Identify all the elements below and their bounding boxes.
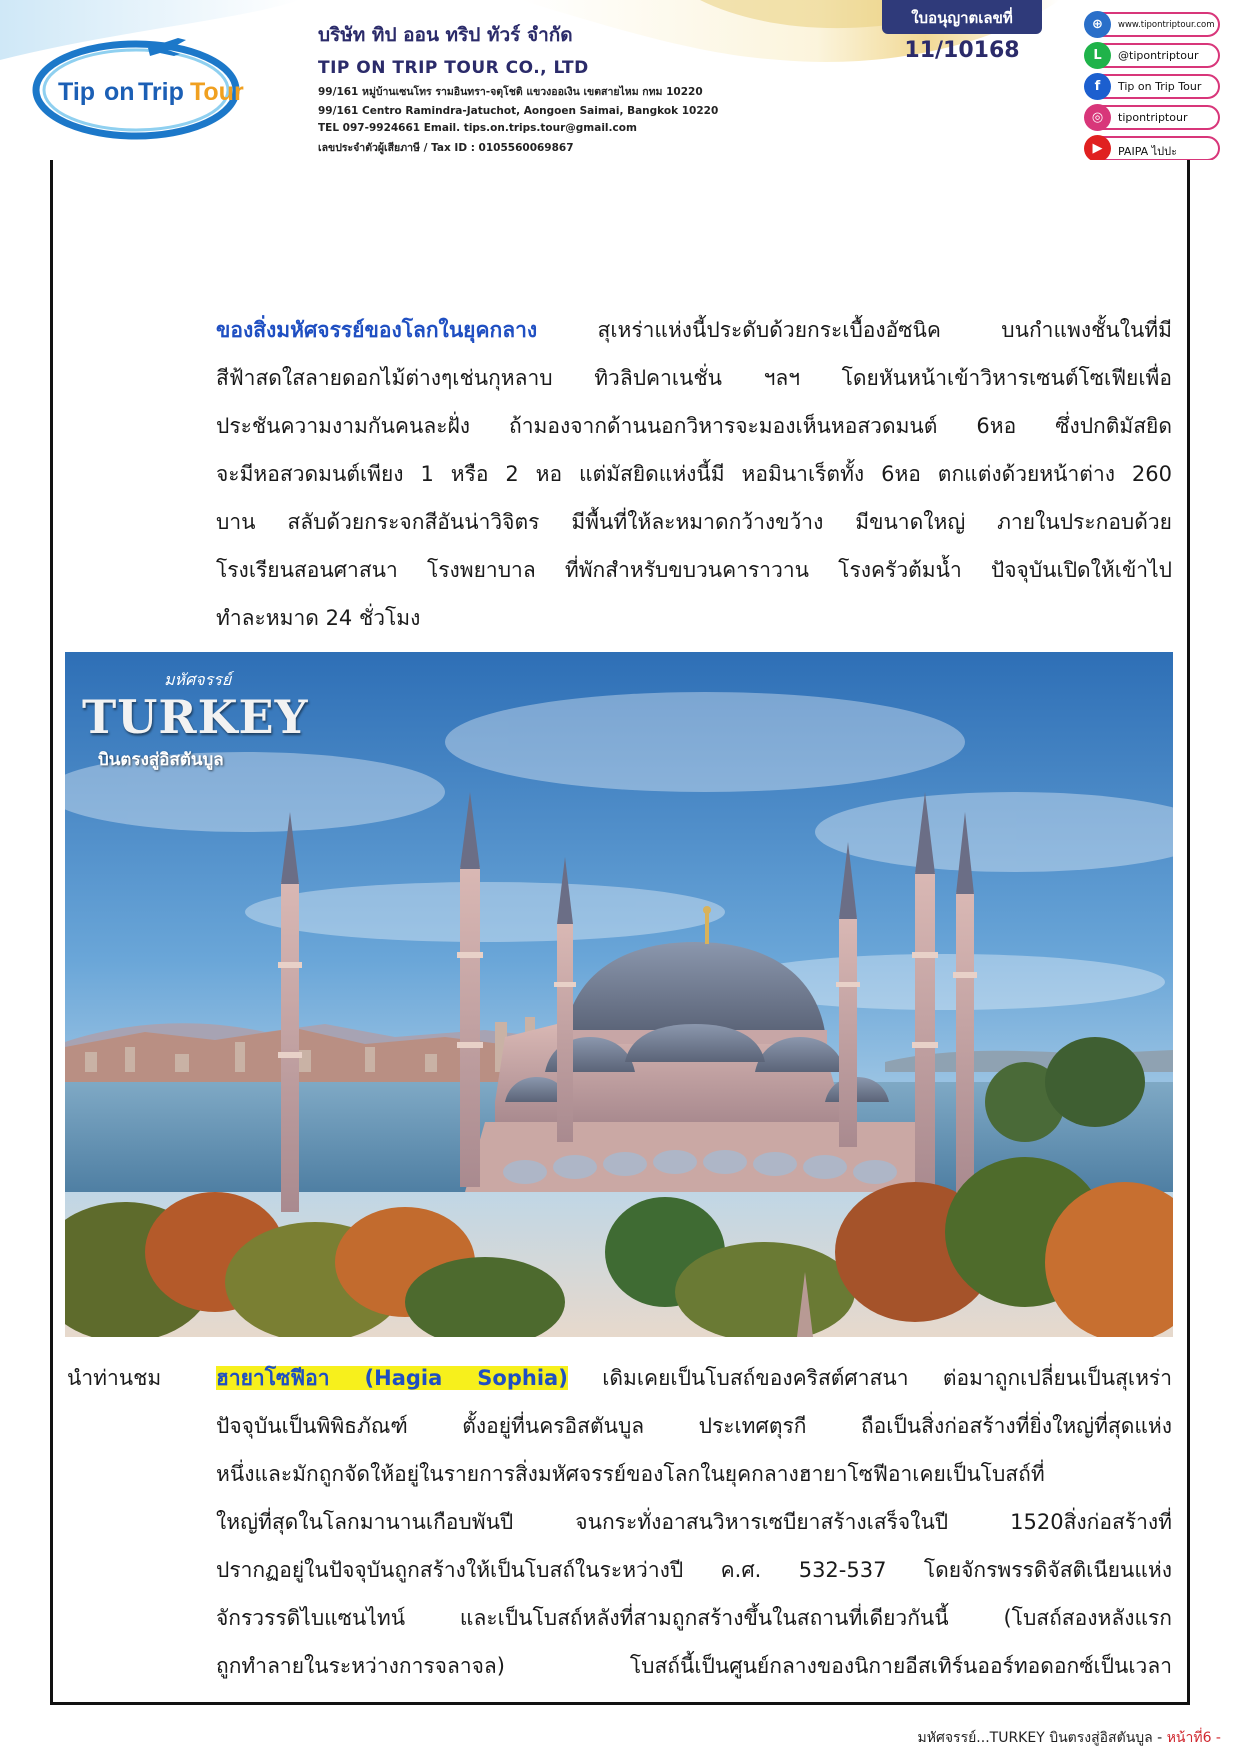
tax-id: เลขประจำตัวผู้เสียภาษี / Tax ID : 0105560069867: [318, 142, 574, 154]
social-youtube[interactable]: [1086, 136, 1220, 160]
social-facebook-text: Tip on Trip Tour: [1118, 80, 1202, 93]
page-footer: [918, 1727, 1222, 1749]
paragraph-line: ใหญ่ที่สุดในโลกมานานเกือบพันปี จนกระทั่งอาสนวิหารเซบียาสร้างเสร็จในปี 1520สิ่งก่อสร้างที่: [216, 1510, 1172, 1534]
facebook-icon: f: [1084, 73, 1111, 100]
page-header: [0, 0, 1241, 160]
address-en: 99/161 Centro Ramindra-Jatuchot, Aongoen Saimai, Bangkok 10220: [318, 105, 719, 117]
paragraph-line: ถูกทำลายในระหว่างการจลาจล) โบสถ์นี้เป็นศูนย์กลางของนิกายอีสเทิร์นออร์ทอดอกซ์เป็นเวลา: [216, 1654, 1172, 1678]
paragraph-line: บาน สลับด้วยกระจกสีอันน่าวิจิตร มีพื้นที่ให้ละหมาดกว้างขว้าง มีขนาดใหญ่ ภายในประกอบด้วย: [216, 510, 1172, 534]
highlight-heading: ฮายาโซฟีอา (Hagia Sophia): [216, 1366, 568, 1390]
paragraph-line: ฮายาโซฟีอา (Hagia Sophia) เดิมเคยเป็นโบสถ์ของคริสต์ศาสนา ต่อมาถูกเปลี่ยนเป็นสุเหร่า: [216, 1366, 1172, 1390]
badge-main: TURKEY: [82, 690, 309, 744]
line-icon: L: [1084, 42, 1111, 69]
license-label: ใบอนุญาตเลขที่: [911, 9, 1013, 27]
svg-text:Tour: Tour: [190, 78, 244, 106]
footer-text: มหัศจรรย์...TURKEY บินตรงสู่อิสตันบูล -: [917, 1730, 1167, 1746]
address-th: 99/161 หมู่บ้านเซนโทร รามอินทรา-จตุโชติ แขวงออเงิน เขตสายไหม กทม 10220: [318, 86, 703, 98]
paragraph-hagia-sophia: [216, 1354, 1172, 1690]
company-logo: [28, 20, 258, 145]
social-website[interactable]: [1086, 12, 1220, 37]
paragraph-line: ปัจจุบันเป็นพิพิธภัณฑ์ ตั้งอยู่ที่นครอิสตันบูล ประเทศตุรกี ถือเป็นสิ่งก่อสร้างที่ยิ่งใหญ่ที่สุดแห่ง: [216, 1414, 1172, 1438]
contact-info: TEL 097-9924661 Email. tips.on.trips.tour@gmail.com: [318, 122, 637, 134]
social-facebook[interactable]: [1086, 74, 1220, 99]
badge-top: มหัศจรรย์: [164, 670, 232, 689]
paragraph-line: จะมีหอสวดมนต์เพียง 1 หรือ 2 หอ แต่มัสยิดแห่งนี้มี หอมินาเร็ตทั้ง 6หอ ตกแต่งด้วยหน้าต่าง 260: [216, 462, 1172, 486]
badge-sub: บินตรงสู่อิสตันบูล: [98, 750, 224, 770]
paragraph-blue-mosque: [216, 306, 1172, 642]
social-website-text: www.tipontriptour.com: [1118, 20, 1215, 30]
social-youtube-text: PAIPA ไปปะ: [1118, 145, 1178, 158]
page-number: หน้าที่6 -: [1166, 1730, 1221, 1746]
paragraph-line: หนึ่งและมักถูกจัดให้อยู่ในรายการสิ่งมหัศจรรย์ของโลกในยุคกลางฮายาโซฟีอาเคยเป็นโบสถ์ที่: [216, 1462, 1045, 1486]
company-name-th: บริษัท ทิป ออน ทริป ทัวร์ จำกัด: [318, 24, 573, 46]
svg-text:Tip: Tip: [58, 78, 96, 106]
highlight-heading: ของสิ่งมหัศจรรย์ของโลกในยุคกลาง: [216, 318, 538, 342]
paragraph-line: ปรากฏอยู่ในปัจจุบันถูกสร้างให้เป็นโบสถ์ในระหว่างปี ค.ศ. 532-537 โดยจักรพรรดิจัสติเนียนแห่ง: [216, 1558, 1172, 1582]
social-instagram[interactable]: [1086, 105, 1220, 130]
social-line-text: @tipontriptour: [1118, 49, 1199, 62]
paragraph-line: สีฟ้าสดใสลายดอกไม้ต่างๆเช่นกุหลาบ ทิวลิปคาเนชั่น ฯลฯ โดยหันหน้าเข้าวิหารเซนต์โซเฟียเพื่อ: [216, 366, 1172, 390]
paragraph-line: โรงเรียนสอนศาสนา โรงพยาบาล ที่พักสำหรับขบวนคาราวาน โรงครัวต้มน้ำ ปัจจุบันเปิดให้เข้าไป: [216, 558, 1172, 582]
svg-text:on: on: [104, 78, 135, 106]
paragraph-line: จักรวรรดิไบแซนไทน์ และเป็นโบสถ์หลังที่สามถูกสร้างขึ้นในสถานที่เดียวกันนี้ (โบสถ์สองหลังแรก: [216, 1606, 1172, 1630]
social-instagram-text: tipontriptour: [1118, 111, 1188, 124]
side-label: นำท่านชม: [67, 1366, 162, 1390]
paragraph-line: ประชันความงามกันคนละฝั่ง ถ้ามองจากด้านนอกวิหารจะมองเห็นหอสวดมนต์ 6หอ ซึ่งปกติมัสยิด: [216, 414, 1172, 438]
youtube-icon: ▶: [1084, 135, 1111, 160]
company-info: [318, 20, 838, 156]
license-number: 11/10168: [904, 38, 1020, 63]
paragraph-line: ของสิ่งมหัศจรรย์ของโลกในยุคกลาง สุเหร่าแห่งนี้ประดับด้วยกระเบื้องอัซนิค บนกำแพงชั้นในที่มี: [216, 318, 1172, 342]
instagram-icon: ◎: [1084, 104, 1111, 131]
license-box: [882, 0, 1042, 72]
globe-icon: ⊕: [1084, 11, 1111, 38]
social-line[interactable]: [1086, 43, 1220, 68]
social-links: [1086, 12, 1220, 160]
company-name-en: TIP ON TRIP TOUR CO., LTD: [318, 58, 589, 78]
svg-text:Trip: Trip: [138, 78, 184, 106]
paragraph-line: ทำละหมาด 24 ชั่วโมง: [216, 606, 421, 630]
photo-badge: [80, 668, 309, 778]
